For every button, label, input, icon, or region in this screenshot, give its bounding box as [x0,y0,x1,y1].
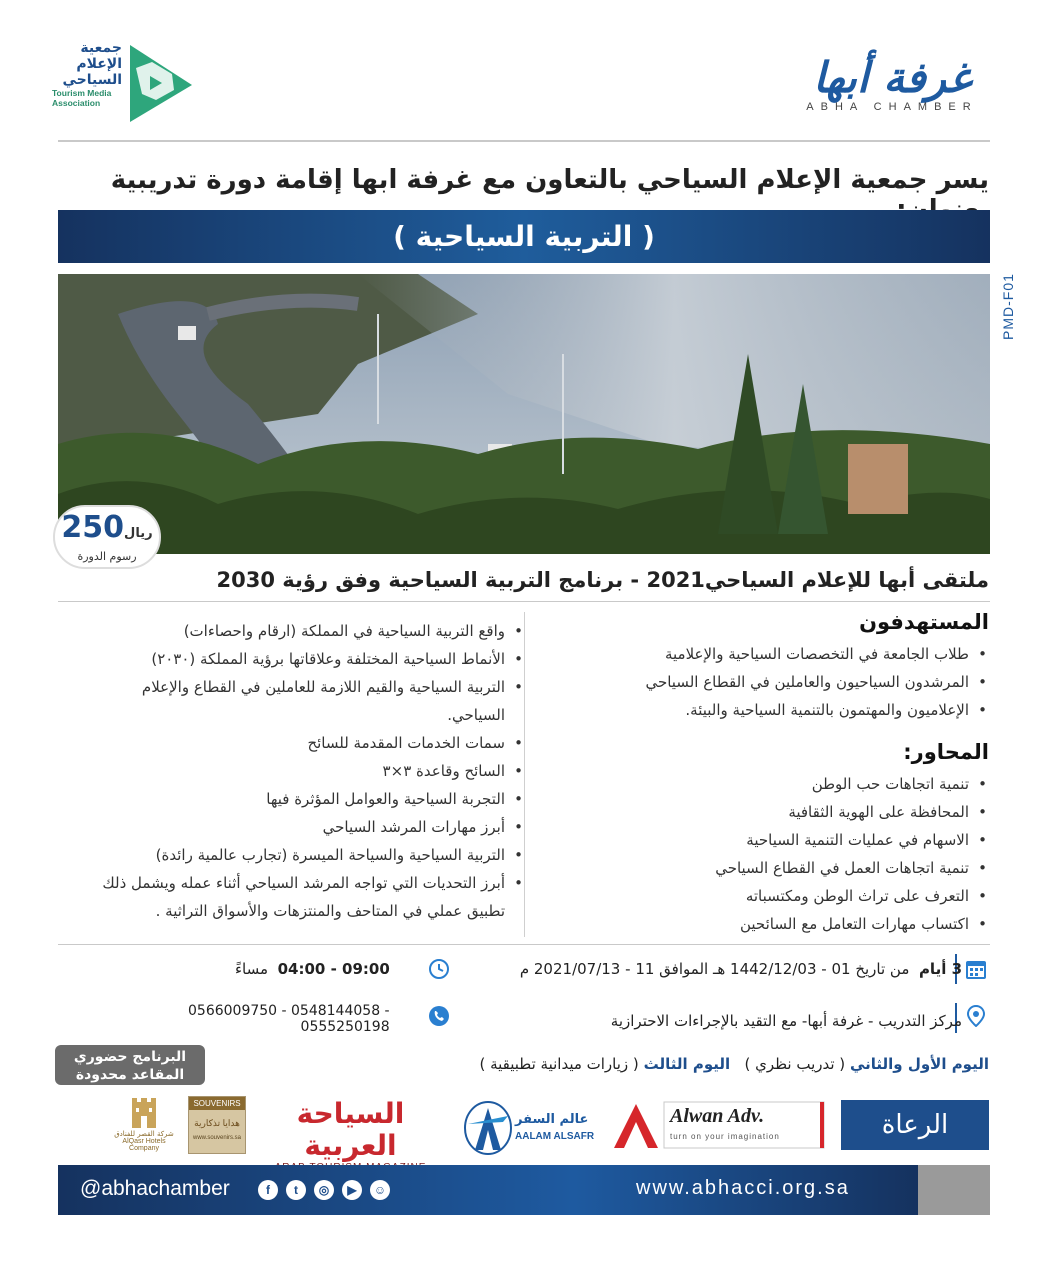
alqasr-hotels-logo [110,1096,178,1154]
association-ar-line2: الإعلام [76,56,122,72]
souvenirs-site: www.souvenirs.sa [192,1135,242,1141]
day3-label: اليوم الثالث [643,1055,731,1073]
social-handle[interactable]: @abhachamber [80,1177,230,1200]
list-item: • اكتساب مهارات التعامل مع السائحين [549,910,989,938]
subtitle-divider [58,601,990,602]
clock-icon [428,958,450,980]
list-item: • الإعلاميون والمهتمون بالتنمية السياحية والبيئة. [549,696,989,724]
fee-number: 250 [61,510,125,545]
list-item: • طلاب الجامعة في التخصصات السياحية والإعلامية [549,640,989,668]
day3-text: ( زيارات ميدانية تطبيقية ) [479,1055,639,1073]
footer-accent [918,1165,990,1215]
list-item: • التربية السياحية والسياحة الميسرة (تجارب عالمية رائدة) [80,841,525,869]
phone-line2: 0555250198 [300,1019,390,1035]
sponsors-label: الرعاة [841,1100,989,1150]
list-item: • التجربة السياحية والعوامل المؤثرة فيها [80,785,525,813]
course-date-range: من تاريخ 01 - 1442/12/03 هـ الموافق 11 - 2021/07/13 م [519,960,910,978]
info-divider [58,944,990,945]
arab-tourism-magazine-logo [258,1097,443,1162]
course-dates [520,960,962,978]
list-item: • تنمية اتجاهات العمل في القطاع السياحي [549,854,989,882]
qasr-name-ar: شركة القصر للفنادق [114,1130,174,1138]
chamber-name-ar: غرفة أبها [813,53,971,102]
list-item: • المحافظة على الهوية الثقافية [549,798,989,826]
instagram-icon[interactable]: ◎ [314,1180,334,1200]
souvenirs-name-ar: هدايا تذكارية [194,1118,240,1128]
list-item: • السائح وقاعدة ٣×٣ [80,757,525,785]
alwan-adv-logo [612,1100,827,1150]
whatsapp-icon [428,1005,450,1027]
association-en: Tourism Media Association [52,88,112,108]
snapchat-icon[interactable]: ☺ [370,1180,390,1200]
targets-and-axes-column [549,610,989,938]
list-item: • أبرز مهارات المرشد السياحي [80,813,525,841]
attendance-line1: البرنامج حضوري [73,1049,187,1065]
location-pin-icon [965,1005,987,1027]
header-divider [58,140,990,142]
alwan-name: Alwan Adv. [670,1105,765,1127]
attendance-badge [55,1045,205,1085]
mountain-road-photo [58,274,990,554]
program-schedule [479,1055,989,1073]
alwan-tagline: turn on your imagination [670,1132,780,1141]
course-fee-amount [55,511,159,551]
time-range: 04:00 - 09:00 [277,960,390,978]
association-ar-line3: السياحي [62,72,122,88]
magazine-name-ar: السياحة العربية [296,1097,405,1162]
course-time [235,960,390,978]
course-location: مركز التدريب - غرفة أبها- مع التقيد بالإجراءات الاحترازية [610,1012,962,1030]
course-fee-badge [53,505,161,569]
list-item: • الأنماط السياحية المختلفة وعلاقاتها برؤية المملكة (٢٠٣٠) [80,645,525,673]
targets-list [549,640,989,724]
souvenirs-logo [188,1096,246,1154]
aalam-alsafr-logo [463,1098,598,1156]
chamber-name-en: ABHA CHAMBER [806,101,978,113]
course-title-banner: ( التربية السياحية ) [58,210,990,263]
list-item: • التربية السياحية والقيم اللازمة للعاملين في القطاع والإعلام السياحي. [80,673,525,729]
list-item: • المرشدون السياحيون والعاملين في القطاع السياحي [549,668,989,696]
list-item: • الاسهام في عمليات التنمية السياحية [549,826,989,854]
list-item: • تنمية اتجاهات حب الوطن [549,770,989,798]
course-duration: 3 أيام [918,960,962,978]
phone-line1: 0566009750 - 0548144058 - [188,1003,390,1019]
targets-title: المستهدفون [859,610,989,634]
souvenirs-name-en: SOUVENIRS [189,1097,245,1110]
photo-illustration [58,274,990,554]
contact-phones [188,1003,390,1035]
topics-list [80,617,525,925]
topics-column [80,617,525,925]
time-suffix: مساءً [235,960,269,978]
headline: يسر جمعية الإعلام السياحي بالتعاون مع غرفة ابها إقامة دورة تدريبية [110,165,989,195]
document-code: PMD-F01 [1000,273,1016,340]
aalam-name-ar: عالم السفر [515,1112,589,1127]
abha-chamber-logo [792,55,992,113]
association-ar-line1: جمعية [80,40,122,56]
list-item: • سمات الخدمات المقدمة للسائح [80,729,525,757]
program-subtitle: ملتقى أبها للإعلام السياحي2021 - برنامج التربية السياحية وفق رؤية 2030 [216,568,989,592]
axes-title: المحاور: [903,740,989,764]
association-name [52,40,122,108]
attendance-line2: المقاعد محدودة [75,1067,185,1083]
facebook-icon[interactable]: f [258,1180,278,1200]
fee-currency: ريال [124,526,153,541]
qasr-name-en: AlQasr Hotels Company [122,1138,166,1152]
list-item: • التعرف على تراث الوطن ومكتسباته [549,882,989,910]
list-item: • واقع التربية السياحية في المملكة (ارقام واحصاءات) [80,617,525,645]
aalam-name-en: AALAM ALSAFR [515,1131,595,1142]
fee-label: رسوم الدورة [77,550,137,563]
list-item: • أبرز التحديات التي تواجه المرشد السياحي أثناء عمله ويشمل ذلك تطبيق عملي في المتاحف والمنتزهات والأسواق التراثية . [80,869,525,925]
day12-label: اليوم الأول والثاني [849,1055,989,1073]
twitter-icon[interactable]: t [286,1180,306,1200]
qasr-castle-icon [129,1096,159,1128]
axes-list [549,770,989,938]
day12-text: ( تدريب نظري ) [744,1055,846,1073]
aalam-logo-mark [463,1098,513,1156]
youtube-icon[interactable]: ▶ [342,1180,362,1200]
website-link[interactable]: www.abhacci.org.sa [636,1177,850,1199]
calendar-icon [965,958,987,980]
